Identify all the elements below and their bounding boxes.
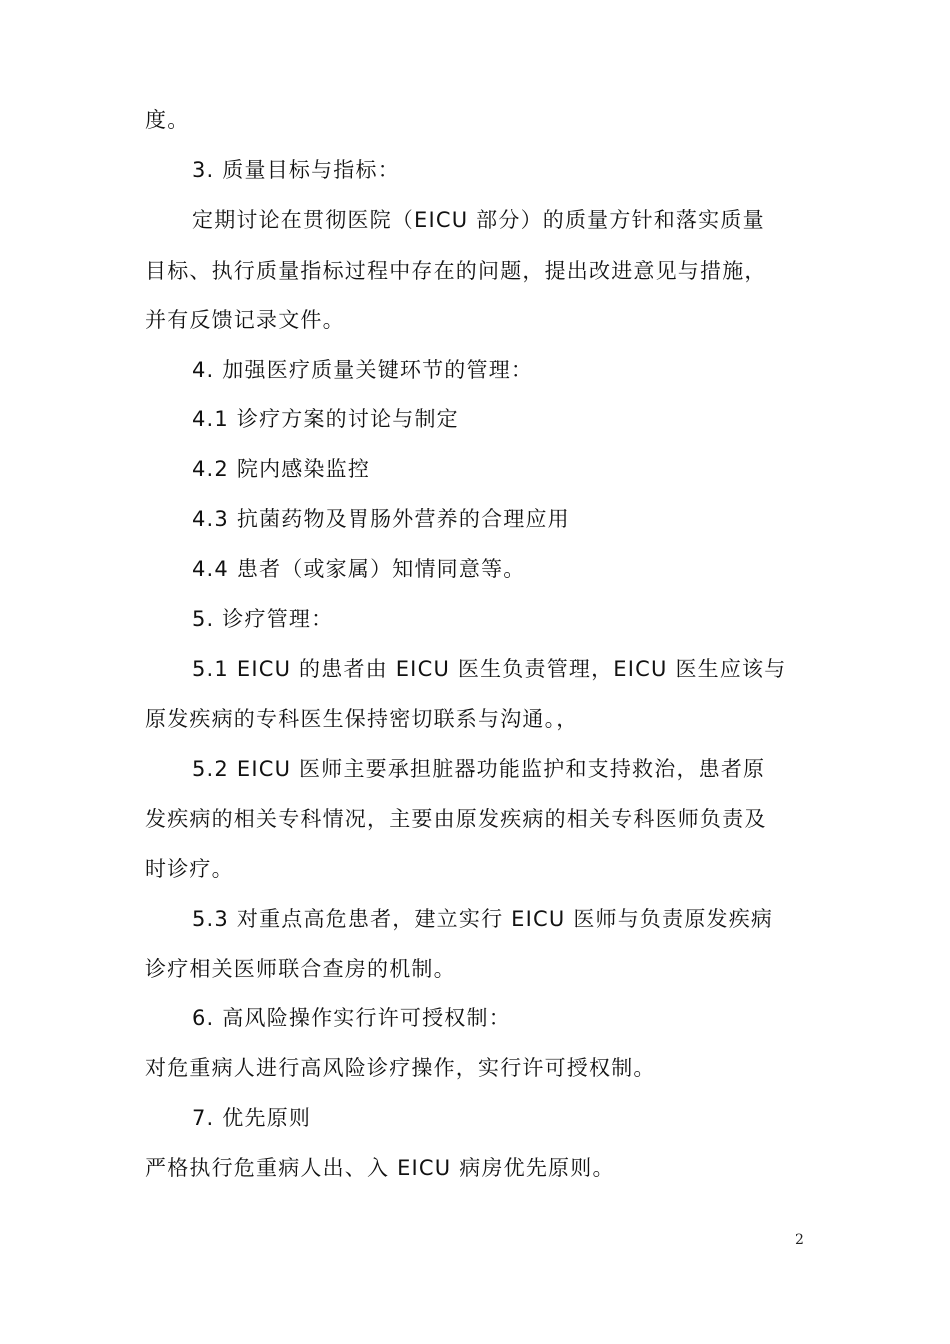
paragraph-line: 5.1 EICU 的患者由 EICU 医生负责管理，EICU 医生应该与 xyxy=(192,657,787,681)
paragraph-line: 度。 xyxy=(145,108,190,132)
paragraph-line: 对危重病人进行高风险诊疗操作，实行许可授权制。 xyxy=(145,1056,656,1080)
list-item-4-1: 4.1 诊疗方案的讨论与制定 xyxy=(192,407,459,431)
paragraph-line: 发疾病的相关专科情况，主要由原发疾病的相关专科医师负责及 xyxy=(145,807,767,831)
paragraph-line: 诊疗相关医师联合查房的机制。 xyxy=(145,957,456,981)
paragraph-line: 5.3 对重点高危患者，建立实行 EICU 医师与负责原发疾病 xyxy=(192,907,774,931)
paragraph-line: 严格执行危重病人出、入 EICU 病房优先原则。 xyxy=(145,1156,615,1180)
list-item-4-4: 4.4 患者（或家属）知情同意等。 xyxy=(192,557,526,581)
list-item-4-3: 4.3 抗菌药物及胃肠外营养的合理应用 xyxy=(192,507,570,531)
paragraph-line: 原发疾病的专科医生保持密切联系与沟通。， xyxy=(145,707,579,731)
paragraph-line: 并有反馈记录文件。 xyxy=(145,308,345,332)
paragraph-line: 目标、执行质量指标过程中存在的问题，提出改进意见与措施， xyxy=(145,259,767,283)
paragraph-line: 5.2 EICU 医师主要承担脏器功能监护和支持救治，患者原 xyxy=(192,757,766,781)
paragraph-line: 时诊疗。 xyxy=(145,857,234,881)
page-number: 2 xyxy=(795,1232,804,1248)
section-heading-4: 4. 加强医疗质量关键环节的管理： xyxy=(192,358,534,382)
section-heading-5: 5. 诊疗管理： xyxy=(192,607,334,631)
section-heading-3: 3. 质量目标与指标： xyxy=(192,158,400,182)
section-heading-7: 7. 优先原则 xyxy=(192,1106,312,1130)
paragraph-line: 定期讨论在贯彻医院（EICU 部分）的质量方针和落实质量 xyxy=(192,208,765,232)
list-item-4-2: 4.2 院内感染监控 xyxy=(192,457,371,481)
section-heading-6: 6. 高风险操作实行许可授权制： xyxy=(192,1006,511,1030)
